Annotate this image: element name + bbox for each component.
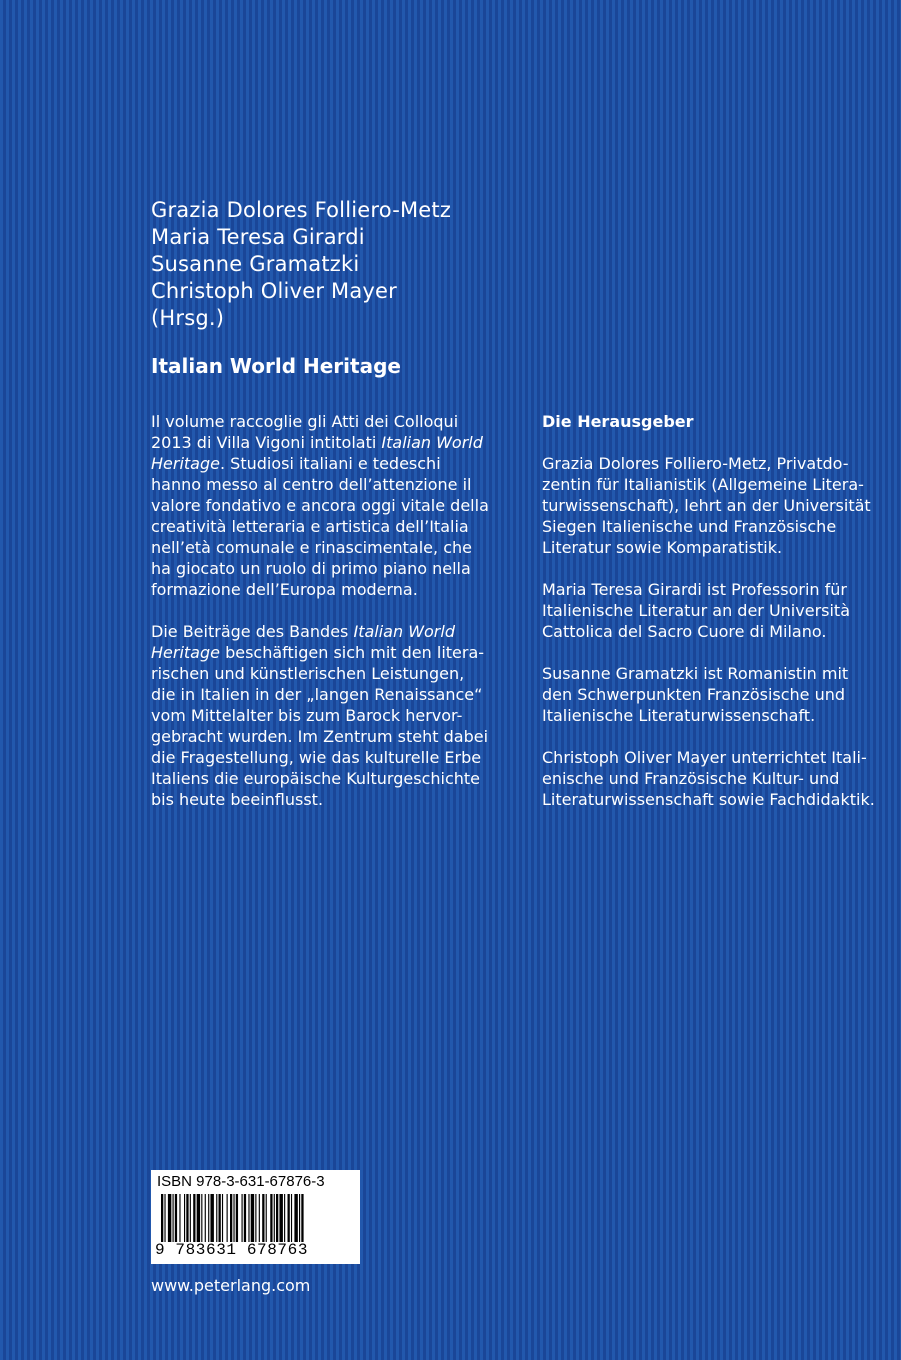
barcode-bar [173,1194,174,1242]
editor-name: Christoph Oliver Mayer [151,279,398,303]
barcode-bar [288,1194,290,1242]
barcode-bars [161,1194,351,1242]
barcode-bar [201,1194,202,1242]
ean-digits: 9 783631 678763 [155,1241,309,1259]
barcode-bar [197,1194,200,1242]
barcode-bar [248,1194,249,1242]
editor-bio: Grazia Dolores Folliero-Metz, Privatdo- zentin für Italianistik (Allgemeine Litera- turwissenschaft), lehrt an der Universität Siegen Italienische und Französische Literatur sowie Komparatistik. [542,454,871,557]
barcode-bar [205,1194,206,1242]
barcode-bar [255,1194,256,1242]
barcode-bar [219,1194,221,1242]
publisher-website: www.peterlang.com [151,1276,311,1295]
isbn-label: ISBN 978-3-631-67876-3 [157,1173,325,1190]
barcode-bar [230,1194,232,1242]
barcode-bar [276,1194,278,1242]
barcode-bar [301,1194,303,1242]
barcode-bar [161,1194,163,1242]
barcode-bar [175,1194,177,1242]
barcode-bar [208,1194,209,1242]
barcode-bar [291,1194,292,1242]
editor-name: Maria Teresa Girardi [151,225,365,249]
barcode-bar [279,1194,282,1242]
barcode-bar [274,1194,275,1242]
barcode-bar [179,1194,180,1242]
barcode-bar [186,1194,188,1242]
editor-name: Grazia Dolores Folliero-Metz [151,198,452,222]
blurb-column [151,411,511,831]
barcode-bar [168,1194,171,1242]
barcode-bar [294,1194,297,1242]
editor-list [151,197,451,332]
italian-blurb: Il volume raccoglie gli Atti dei Colloqui 2013 di Villa Vigoni intitolati Italian World Heritage. Studiosi italiani e tedeschi hanno messo al centro dell’attenzione il valore fondativo e ancora oggi vitale della creatività letteraria e artistica dell’Italia nell’età comunale e rinascimentale, che ha giocato un ruolo di primo piano nella formazione dell’Europa moderna. [151,412,489,599]
barcode-bar [233,1194,234,1242]
barcode-bar [251,1194,254,1242]
barcode-bar [222,1194,223,1242]
barcode-bar [236,1194,238,1242]
barcode-bar [210,1194,213,1242]
editor-name: Susanne Gramatzki [151,252,360,276]
barcode-bar [216,1194,217,1242]
barcode-bar [227,1194,228,1242]
barcode-bar [299,1194,300,1242]
editor-bio: Susanne Gramatzki ist Romanistin mit den Schwerpunkten Französische und Italienische Literaturwissenschaft. [542,664,849,725]
german-blurb: Die Beiträge des Bandes Italian World Heritage beschäftigen sich mit den litera- rischen und künstlerischen Leistungen, die in Italien in der „langen Renaissance“ vom Mittelalter bis zum Barock hervor- gebracht wurden. Im Zentrum steht dabei die Fragestellung, wie das kulturelle Erbe Italiens die europäische Kulturgeschichte bis heute beeinflusst. [151,622,489,809]
book-title: Italian World Heritage [151,354,401,378]
barcode-bar [284,1194,285,1242]
barcode-bar [164,1194,165,1242]
barcode-bar [259,1194,260,1242]
about-editors [542,411,897,831]
barcode-bar [242,1194,243,1242]
editor-bio: Maria Teresa Girardi ist Professorin für Italienische Literatur an der Università Cattolica del Sacro Cuore di Milano. [542,580,850,641]
about-heading: Die Herausgeber [542,412,694,431]
barcode-bar [270,1194,272,1242]
editor-role: (Hrsg.) [151,306,225,330]
barcode-bar [266,1194,267,1242]
isbn-barcode [151,1170,360,1264]
barcode-bar [184,1194,185,1242]
barcode-bar [262,1194,264,1242]
barcode-bar [190,1194,191,1242]
barcode-bar [193,1194,195,1242]
editor-bio: Christoph Oliver Mayer unterrichtet Itali- enische und Französische Kultur- und Literaturwissenschaft sowie Fachdidaktik. [542,748,875,809]
barcode-bar [244,1194,246,1242]
